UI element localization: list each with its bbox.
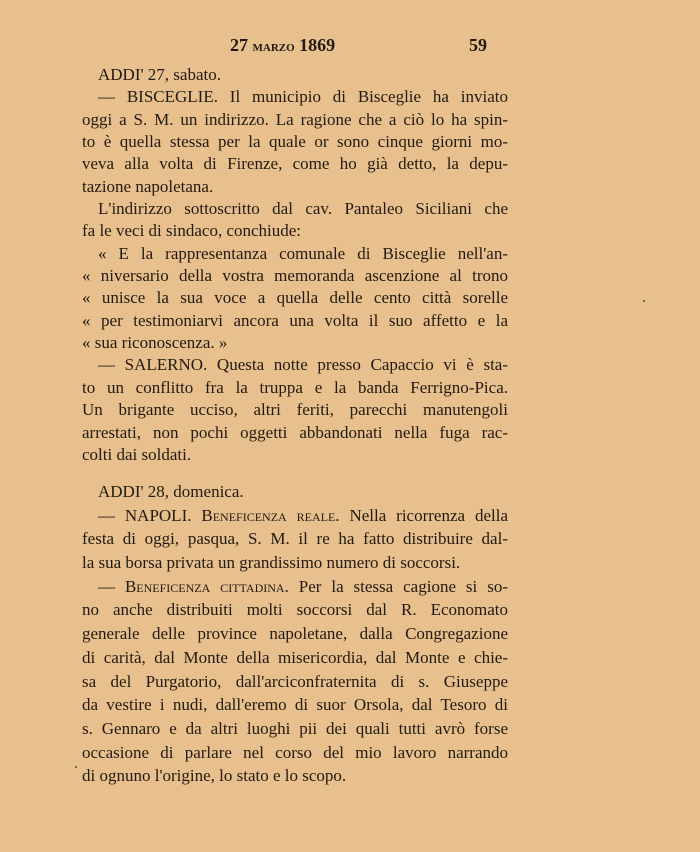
text-line — [82, 444, 508, 466]
text-segment: ADDI' 28, domenica. — [98, 482, 244, 501]
text-line — [82, 109, 508, 131]
text-segment: . Nella ricorrenza della — [335, 505, 508, 525]
text-segment: ADDI' 27, sabato. — [98, 65, 221, 84]
text-line — [82, 480, 508, 504]
paragraph — [82, 86, 508, 198]
entry-march-28 — [82, 480, 508, 788]
text-segment: — — [98, 576, 125, 596]
text-segment: di carità, dal Monte della misericordia, dal Monte e chie- — [82, 647, 508, 667]
scan-speck — [75, 766, 77, 768]
text-line — [82, 332, 508, 354]
text-segment: to è quella stessa per la quale or sono cinque giorni mo- — [82, 132, 508, 152]
text-line — [82, 64, 508, 86]
text-segment: colti dai soldati. — [82, 444, 192, 464]
header-year: 1869 — [299, 35, 336, 55]
page-number: 59 — [469, 35, 487, 55]
paragraph — [82, 243, 508, 355]
text-segment: veva alla volta di Firenze, come ho già detto, la depu- — [82, 154, 508, 174]
text-line — [82, 153, 508, 175]
text-line — [82, 354, 508, 376]
paragraph — [82, 504, 508, 575]
small-caps-heading: Beneficenza cittadina — [124, 576, 285, 596]
text-segment: « per testimoniarvi ancora una volta il suo affetto e la — [82, 310, 508, 330]
text-segment: fa le veci di sindaco, conchiude: — [82, 221, 302, 241]
text-line — [82, 176, 508, 198]
text-line — [82, 646, 508, 670]
text-line — [82, 575, 508, 599]
text-segment: tazione napoletana. — [82, 176, 214, 196]
day-heading — [82, 64, 508, 86]
paragraph — [82, 575, 508, 788]
text-line — [82, 598, 508, 622]
text-segment: Un brigante ucciso, altri feriti, parecchi manutengoli — [82, 400, 508, 420]
text-line — [82, 764, 508, 788]
text-line — [82, 86, 508, 108]
text-line — [82, 377, 508, 399]
text-segment: « E la rappresentanza comunale di Bisceglie nell'an- — [98, 243, 508, 263]
header-day: 27 — [230, 35, 248, 55]
text-line — [82, 622, 508, 646]
text-line — [82, 741, 508, 765]
text-segment: — BISCEGLIE. Il municipio di Bisceglie ha inviato — [98, 87, 508, 107]
day-heading — [82, 480, 508, 504]
text-line — [82, 670, 508, 694]
text-segment: da vestire i nudi, dall'eremo di suor Orsola, dal Tesoro di — [82, 695, 508, 715]
text-segment: L'indirizzo sottoscritto dal cav. Pantaleo Siciliani che — [98, 199, 508, 219]
text-segment: occasione di parlare nel corso del mio lavoro narrando — [82, 742, 508, 762]
text-segment: generale delle province napoletane, dalla Congregazione — [82, 624, 508, 644]
text-segment: « niversario della vostra memoranda ascenzione al trono — [82, 266, 508, 286]
text-segment: « unisce la sua voce a quella delle cento città sorelle — [82, 288, 508, 308]
text-segment: di ognuno l'origine, lo stato e lo scopo. — [82, 766, 347, 786]
text-segment: . Per la stessa cagione si so- — [284, 576, 508, 596]
text-line — [82, 693, 508, 717]
text-line — [82, 422, 508, 444]
text-line — [82, 551, 508, 575]
text-segment: festa di oggi, pasqua, S. M. il re ha fatto distribuire dal- — [82, 529, 508, 549]
entry-march-27 — [82, 64, 508, 466]
text-line — [82, 399, 508, 421]
header-month: marzo — [252, 39, 295, 55]
paragraph — [82, 354, 508, 466]
text-segment: sa del Purgatorio, dall'arciconfraternita di s. Giuseppe — [82, 671, 508, 691]
text-line — [82, 265, 508, 287]
text-segment: no anche distribuiti molti soccorsi dal R. Economato — [82, 600, 508, 620]
text-segment: oggi a S. M. un indirizzo. La ragione che a ciò lo ha spin- — [82, 109, 508, 129]
paragraph — [82, 198, 508, 243]
small-caps-heading: Beneficenza reale — [201, 505, 336, 525]
text-line — [82, 527, 508, 551]
text-line — [82, 310, 508, 332]
text-line — [82, 243, 508, 265]
text-line — [82, 717, 508, 741]
text-line — [82, 287, 508, 309]
text-segment: s. Gennaro e da altri luoghi pii dei quali tutti avrò forse — [82, 718, 508, 738]
text-segment: « sua riconoscenza. » — [82, 333, 228, 353]
text-line — [82, 198, 508, 220]
scan-speck — [643, 300, 645, 302]
text-segment: to un conflitto fra la truppa e la banda Ferrigno-Pica. — [82, 377, 508, 397]
text-line — [82, 504, 508, 528]
text-segment: — SALERNO. Questa notte presso Capaccio vi è sta- — [98, 355, 508, 375]
running-header-date — [230, 35, 335, 56]
text-segment: arrestati, non pochi oggetti abbandonati nella fuga rac- — [82, 422, 508, 442]
text-line — [82, 131, 508, 153]
text-segment: la sua borsa privata un grandissimo numero di soccorsi. — [82, 553, 461, 573]
text-segment: — NAPOLI. — [98, 505, 202, 525]
text-line — [82, 220, 508, 242]
